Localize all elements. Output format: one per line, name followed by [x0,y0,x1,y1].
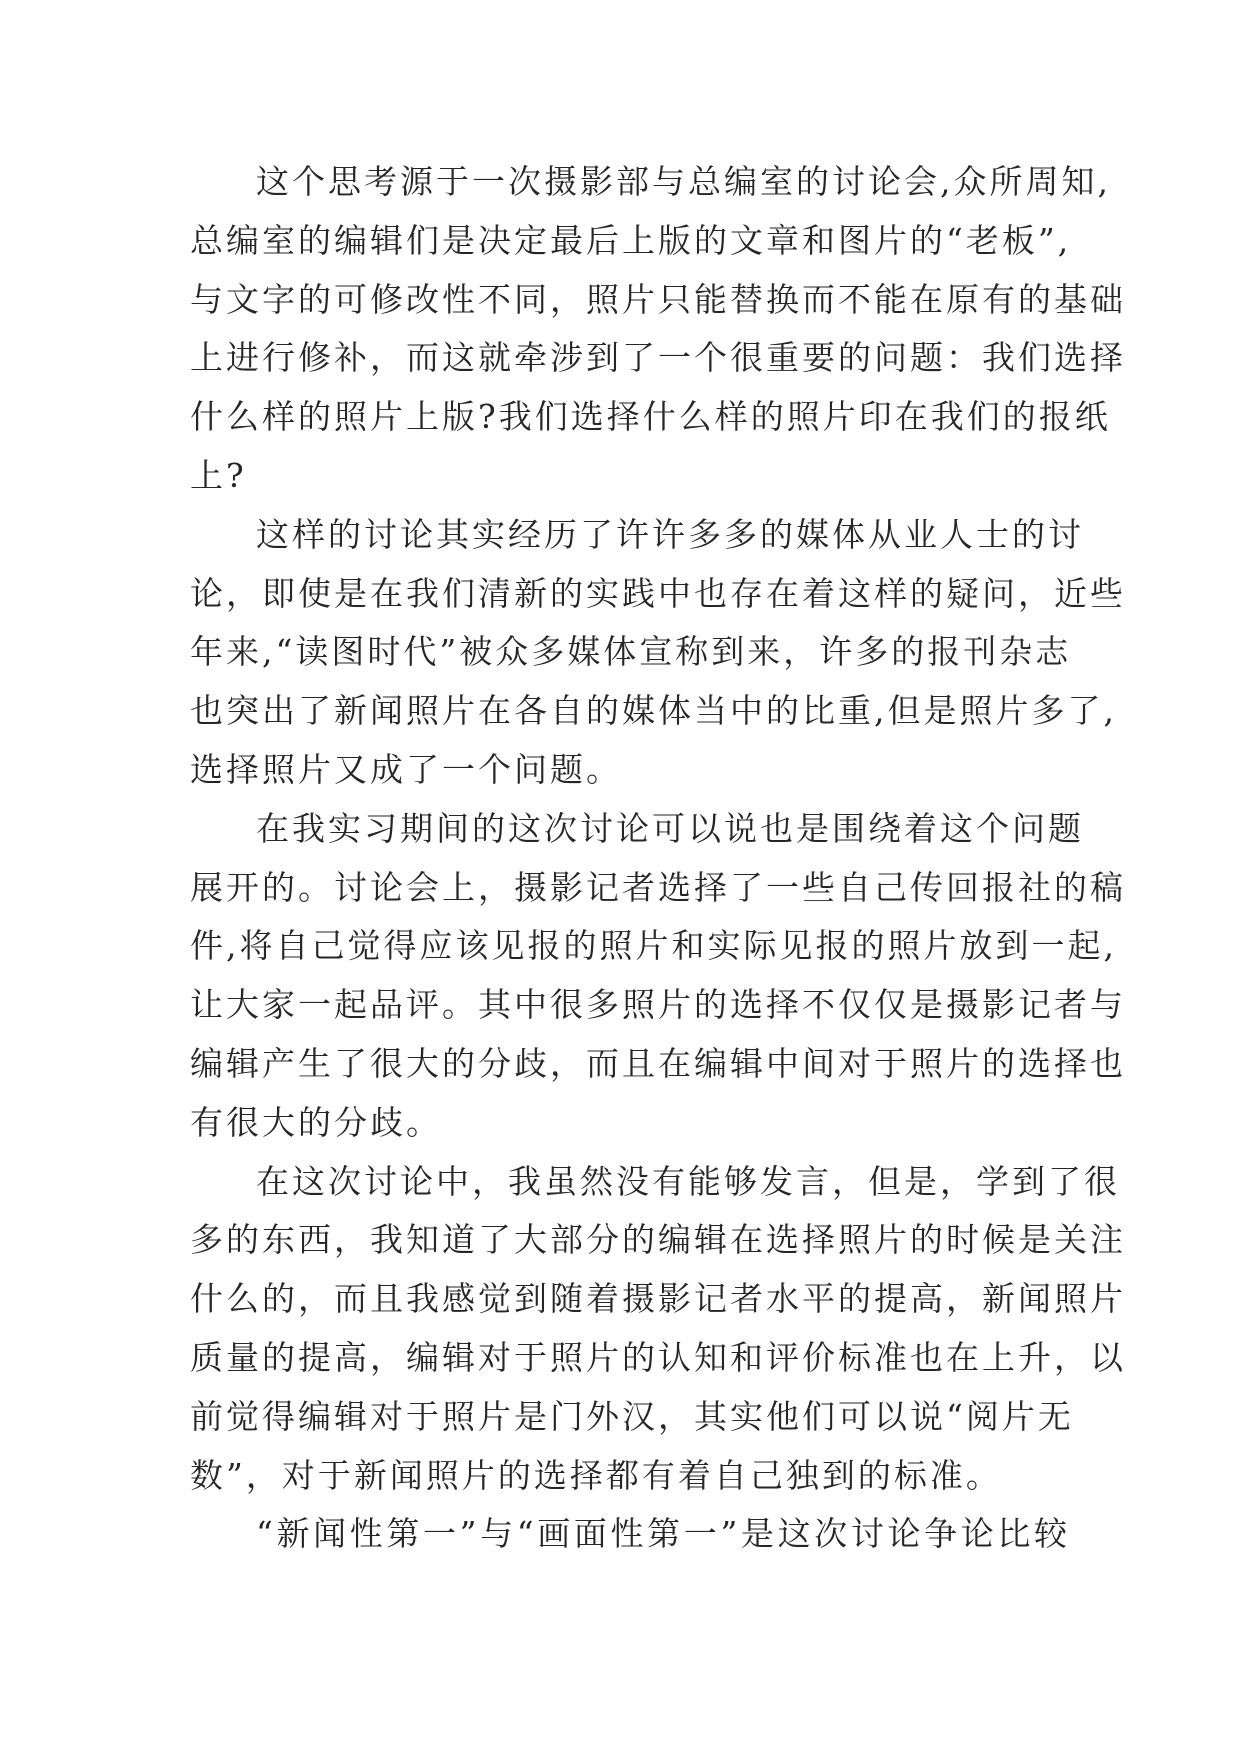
text-line: “新闻性第一”与“画面性第一”是这次讨论争论比较 [256,1514,1070,1554]
text-line: 展开的。讨论会上，摄影记者选择了一些自己传回报社的稿 [190,867,1126,907]
text-line: 上? [190,455,247,495]
text-line: 上进行修补，而这就牵涉到了一个很重要的问题：我们选择 [190,338,1126,378]
text-line: 在这次讨论中，我虽然没有能够发言，但是，学到了很 [256,1161,1120,1201]
body-text [190,153,1126,1564]
text-line: 总编室的编辑们是决定最后上版的文章和图片的“老板”, [190,220,1072,260]
text-line: 前觉得编辑对于照片是门外汉，其实他们可以说“阅片无 [190,1396,1074,1436]
text-line: 与文字的可修改性不同，照片只能替换而不能在原有的基础 [190,279,1126,319]
text-line: 数”，对于新闻照片的选择都有着自己独到的标准。 [190,1455,1002,1495]
text-line: 也突出了新闻照片在各自的媒体当中的比重,但是照片多了, [190,691,1117,731]
text-line: 年来,“读图时代”被众多媒体宣称到来，许多的报刊杂志 [190,632,1072,672]
text-line: 这样的讨论其实经历了许许多多的媒体从业人士的讨 [256,514,1084,554]
paragraph-4 [190,1153,1126,1506]
text-line: 什么的，而且我感觉到随着摄影记者水平的提高，新闻照片 [190,1279,1126,1319]
text-line: 让大家一起品评。其中很多照片的选择不仅仅是摄影记者与 [190,985,1126,1025]
text-line: 质量的提高，编辑对于照片的认知和评价标准也在上升，以 [190,1337,1126,1377]
text-line: 件,将自己觉得应该见报的照片和实际见报的照片放到一起, [190,926,1117,966]
paragraph-5 [190,1505,1070,1564]
paragraph-2 [190,506,1126,800]
text-line: 选择照片又成了一个问题。 [190,749,622,789]
text-line: 在我实习期间的这次讨论可以说也是围绕着这个问题 [256,808,1084,848]
text-line: 有很大的分歧。 [190,1102,442,1142]
text-line: 这个思考源于一次摄影部与总编室的讨论会,众所周知, [256,162,1111,201]
text-line: 编辑产生了很大的分歧，而且在编辑中间对于照片的选择也 [190,1043,1126,1083]
paragraph-3 [190,800,1126,1153]
paragraph-1 [190,153,1126,506]
text-line: 多的东西，我知道了大部分的编辑在选择照片的时候是关注 [190,1220,1126,1260]
text-line: 论，即使是在我们清新的实践中也存在着这样的疑问，近些 [190,573,1126,613]
text-line: 什么样的照片上版?我们选择什么样的照片印在我们的报纸 [190,397,1111,437]
